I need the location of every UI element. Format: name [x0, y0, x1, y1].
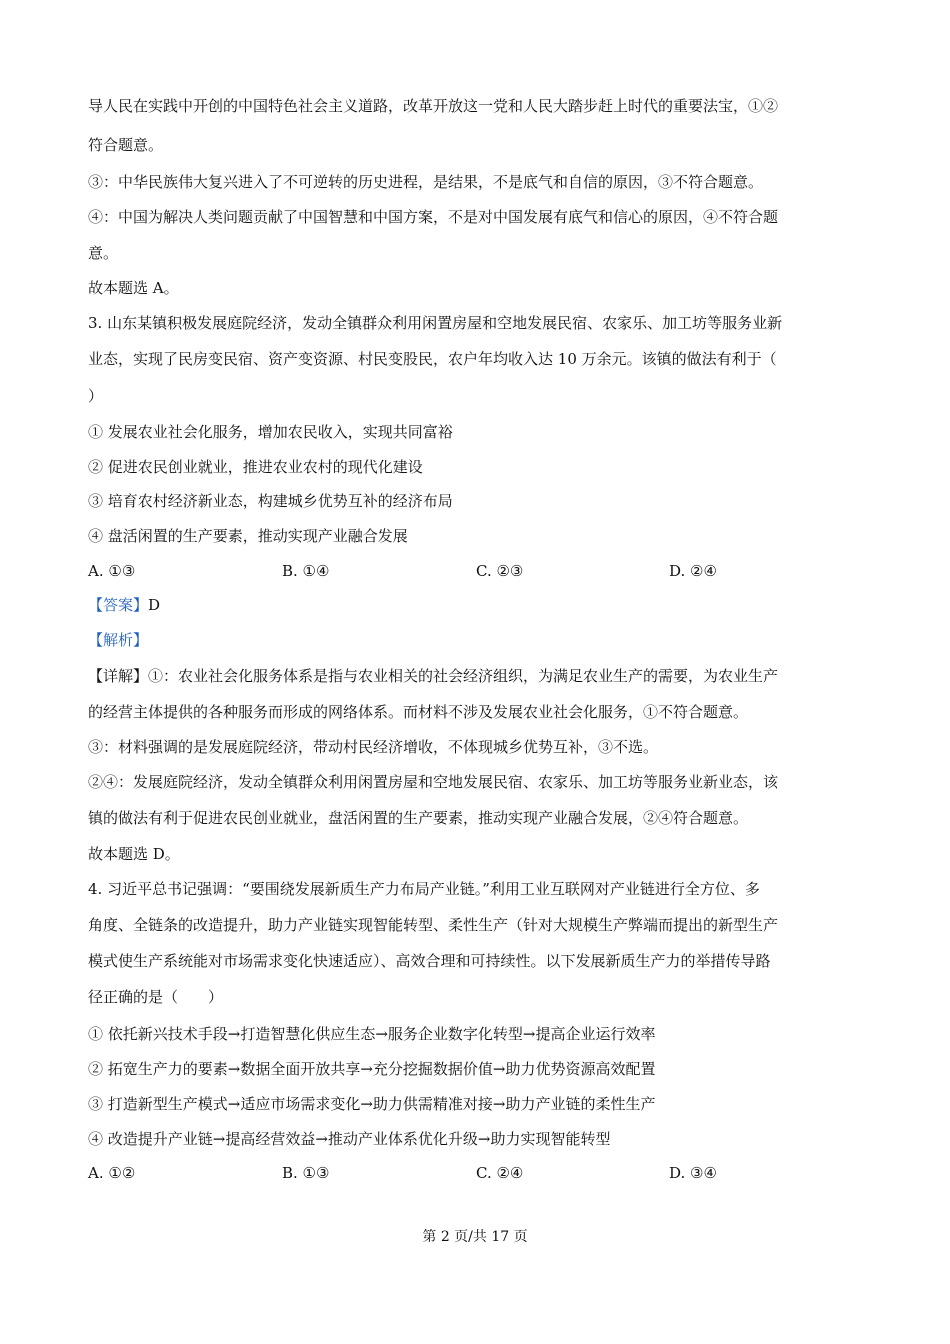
statement-4: ④ 盘活闲置的生产要素，推动实现产业融合发展: [88, 527, 408, 545]
q4-option-a: A. ①②: [88, 1164, 136, 1182]
text-line: ③：中华民族伟大复兴进入了不可逆转的历史进程，是结果，不是底气和自信的原因，③不符合题意。: [88, 173, 764, 191]
answer-label: 【答案】: [88, 596, 149, 614]
statement-3: ③ 打造新型生产模式→适应市场需求变化→助力供需精准对接→助力产业链的柔性生产: [88, 1095, 656, 1113]
text-line: 业态，实现了民房变民宿、资产变资源、村民变股民，农户年均收入达 10 万余元。该镇的做法有利于（: [88, 350, 777, 368]
text-line: 故本题选 A。: [88, 279, 179, 297]
q3-option-a: A. ①③: [88, 562, 136, 580]
statement-1: ① 依托新兴技术手段→打造智慧化供应生态→服务企业数字化转型→提高企业运行效率: [88, 1025, 656, 1043]
text-line: 意。: [88, 244, 119, 262]
detail-line: [88, 666, 778, 686]
text-line: ③：材料强调的是发展庭院经济，带动村民经济增收，不体现城乡优势互补，③不选。: [88, 738, 659, 756]
q3-option-b: B. ①④: [282, 562, 330, 580]
text-line: ②④：发展庭院经济，发动全镇群众利用闲置房屋和空地发展民宿、农家乐、加工坊等服务业新业态，该: [88, 773, 779, 791]
statement-2: ② 拓宽生产力的要素→数据全面开放共享→充分挖掘数据价值→助力优势资源高效配置: [88, 1060, 656, 1078]
analysis-label: 【解析】: [88, 631, 149, 649]
text-line: 径正确的是（ ）: [88, 988, 224, 1006]
q4-option-c: C. ②④: [476, 1164, 524, 1182]
q4-option-b: B. ①③: [282, 1164, 330, 1182]
q4-option-d: D. ③④: [669, 1164, 717, 1182]
text-line: 故本题选 D。: [88, 845, 180, 863]
question-4-stem: 4. 习近平总书记强调：“要围绕发展新质生产力布局产业链。”利用工业互联网对产业链进行全方位、多: [88, 880, 760, 898]
text-line: ④：中国为解决人类问题贡献了中国智慧和中国方案，不是对中国发展有底气和信心的原因，④不符合题: [88, 208, 779, 226]
statement-2: ② 促进农民创业就业，推进农业农村的现代化建设: [88, 458, 423, 476]
statement-1: ① 发展农业社会化服务，增加农民收入，实现共同富裕: [88, 423, 453, 441]
answer-value: D: [148, 596, 161, 614]
page-footer: 第 2 页/共 17 页: [422, 1229, 528, 1245]
question-3-stem: 3. 山东某镇积极发展庭院经济，发动全镇群众利用闲置房屋和空地发展民宿、农家乐、加工坊等服务业新: [88, 314, 783, 332]
statement-4: ④ 改造提升产业链→提高经营效益→推动产业体系优化升级→助力实现智能转型: [88, 1130, 611, 1148]
answer-line: [88, 595, 160, 615]
q3-option-d: D. ②④: [669, 562, 717, 580]
detail-label: 【详解】: [88, 667, 149, 685]
detail-text: ①：农业社会化服务体系是指与农业相关的社会经济组织，为满足农业生产的需要，为农业生产: [148, 667, 779, 685]
statement-3: ③ 培育农村经济新业态，构建城乡优势互补的经济布局: [88, 492, 453, 510]
text-line: 符合题意。: [88, 136, 164, 154]
q3-option-c: C. ②③: [476, 562, 524, 580]
text-line: 的经营主体提供的各种服务而形成的网络体系。而材料不涉及发展农业社会化服务，①不符合题意。: [88, 703, 749, 721]
text-line: 模式使生产系统能对市场需求变化快速适应）、高效合理和可持续性。以下发展新质生产力的举措传导路: [88, 952, 771, 970]
text-line: 角度、全链条的改造提升，助力产业链实现智能转型、柔性生产（针对大规模生产弊端而提出的新型生产: [88, 916, 779, 934]
text-line: ）: [88, 387, 104, 405]
text-line: 导人民在实践中开创的中国特色社会主义道路，改革开放这一党和人民大踏步赶上时代的重要法宝，①②: [88, 97, 779, 115]
text-line: 镇的做法有利于促进农民创业就业，盘活闲置的生产要素，推动实现产业融合发展，②④符合题意。: [88, 809, 749, 827]
